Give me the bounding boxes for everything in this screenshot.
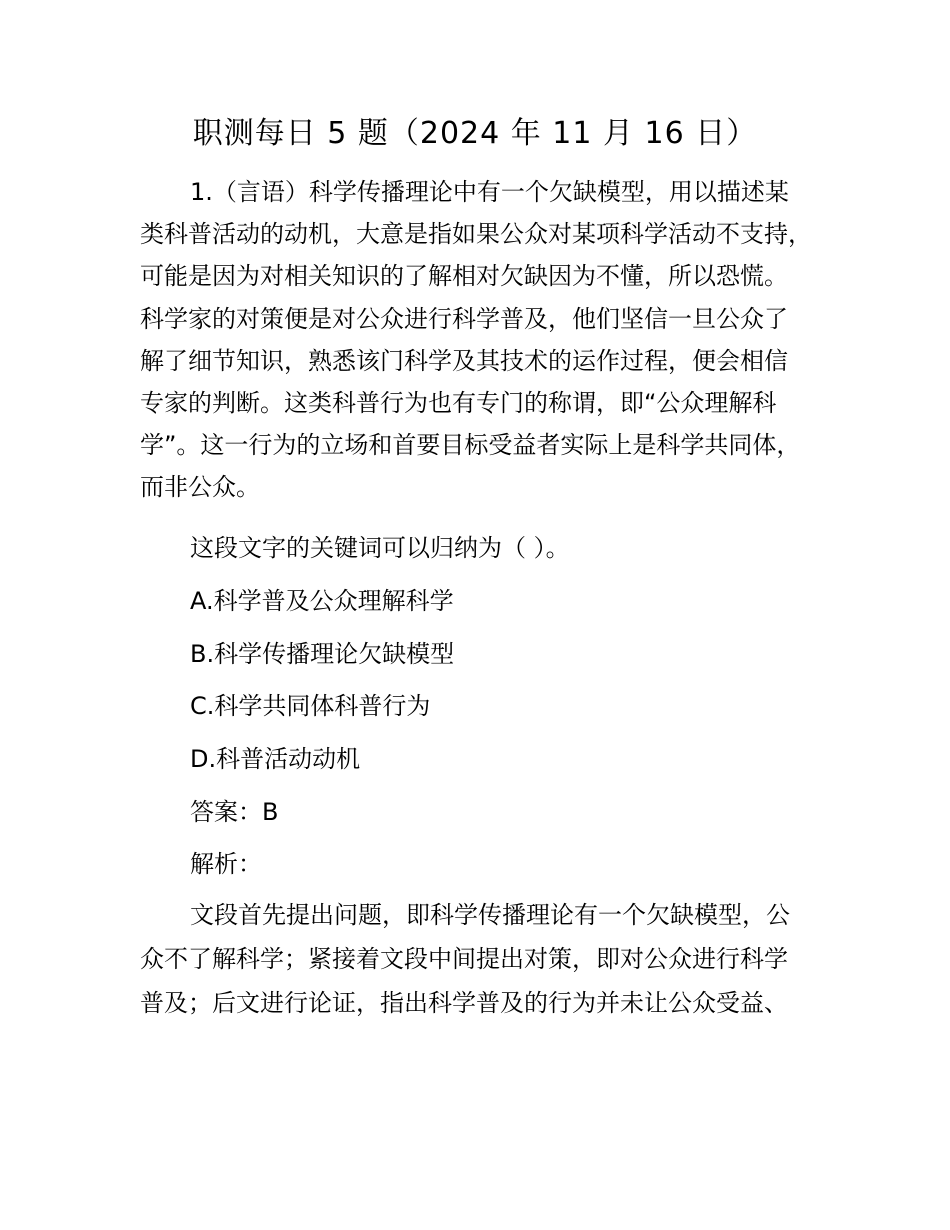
document-title: 职测每日 5 题（2024 年 11 月 16 日）: [192, 116, 758, 151]
question-prompt: 这段文字的关键词可以归纳为（ ）。: [190, 534, 570, 562]
option-b: B.科学传播理论欠缺模型: [190, 640, 455, 668]
analysis-text: [140, 893, 840, 1025]
question-line: 学”。这一行为的立场和首要目标受益者实际上是科学共同体，: [140, 431, 801, 460]
question-line: 1.（言语）科学传播理论中有一个欠缺模型，用以描述某: [190, 178, 789, 206]
option-a: A.科学普及公众理解科学: [190, 587, 454, 615]
analysis-line: 文段首先提出问题，即科学传播理论有一个欠缺模型，公: [190, 901, 790, 929]
question-line: 类科普活动的动机，大意是指如果公众对某项科学活动不支持，: [140, 220, 812, 249]
question-line: 科学家的对策便是对公众进行科学普及，他们坚信一旦公众了: [140, 304, 788, 333]
option-c: C.科学共同体科普行为: [190, 692, 431, 720]
analysis-line: 众不了解科学；紧接着文段中间提出对策，即对公众进行科学: [140, 945, 788, 973]
answer-line: 答案：B: [190, 798, 279, 826]
question-line: 专家的判断。这类科普行为也有专门的称谓，即“公众理解科: [140, 389, 777, 418]
question-stem: [140, 171, 840, 509]
question-line: 而非公众。: [140, 473, 260, 502]
option-d: D.科普活动动机: [190, 745, 361, 773]
analysis-line: 普及；后文进行论证，指出科学普及的行为并未让公众受益、: [140, 989, 788, 1017]
analysis-label: 解析：: [190, 850, 262, 878]
question-line: 可能是因为对相关知识的了解相对欠缺因为不懂，所以恐慌。: [140, 262, 788, 291]
question-line: 解了细节知识，熟悉该门科学及其技术的运作过程，便会相信: [140, 346, 788, 375]
